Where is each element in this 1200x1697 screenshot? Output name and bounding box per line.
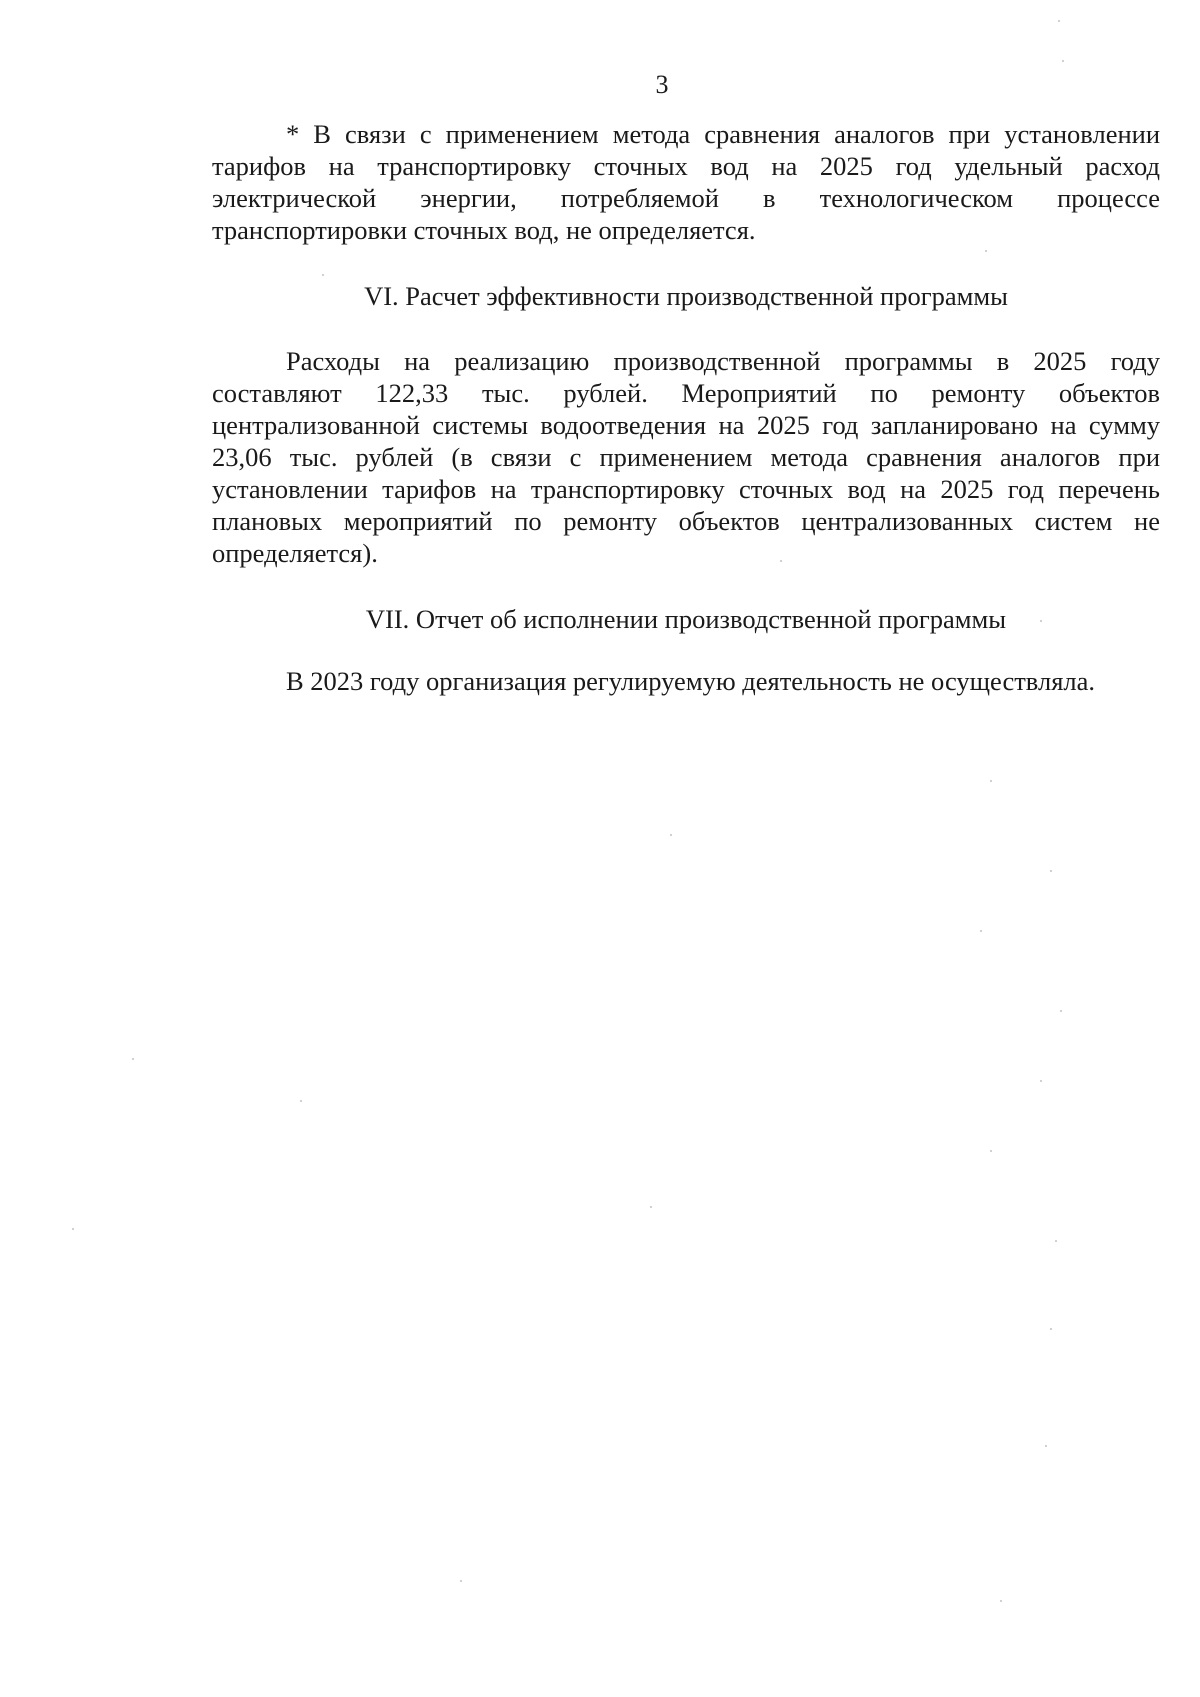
section-7-heading: VII. Отчет об исполнении производственной программы xyxy=(365,604,1007,634)
page-number: 3 xyxy=(655,70,669,99)
section-6-heading: VI. Расчет эффективности производственной программы xyxy=(364,281,1008,311)
section-7-paragraph: В 2023 году организация регулируемую деятельность не осуществляла. xyxy=(286,666,1095,696)
footnote-paragraph: * В связи с применением метода сравнения аналогов при установлении тарифов на транспортировку сточных вод на 2025 год удельный расход электрической энергии, потребляемой в технологическом процессе транспортировки сточных вод, не определяется. xyxy=(212,119,1160,245)
document-body xyxy=(212,118,1160,697)
section-6-paragraph: Расходы на реализацию производственной программы в 2025 году составляют 122,33 тыс. рублей. Мероприятий по ремонту объектов централизованной системы водоотведения на 2025 год запланировано на сумму 23,06 тыс. рублей (в связи с применением метода сравнения аналогов при установлении тарифов на транспортировку сточных вод на 2025 год перечень плановых мероприятий по ремонту объектов централизованных систем не определяется). xyxy=(212,346,1160,568)
